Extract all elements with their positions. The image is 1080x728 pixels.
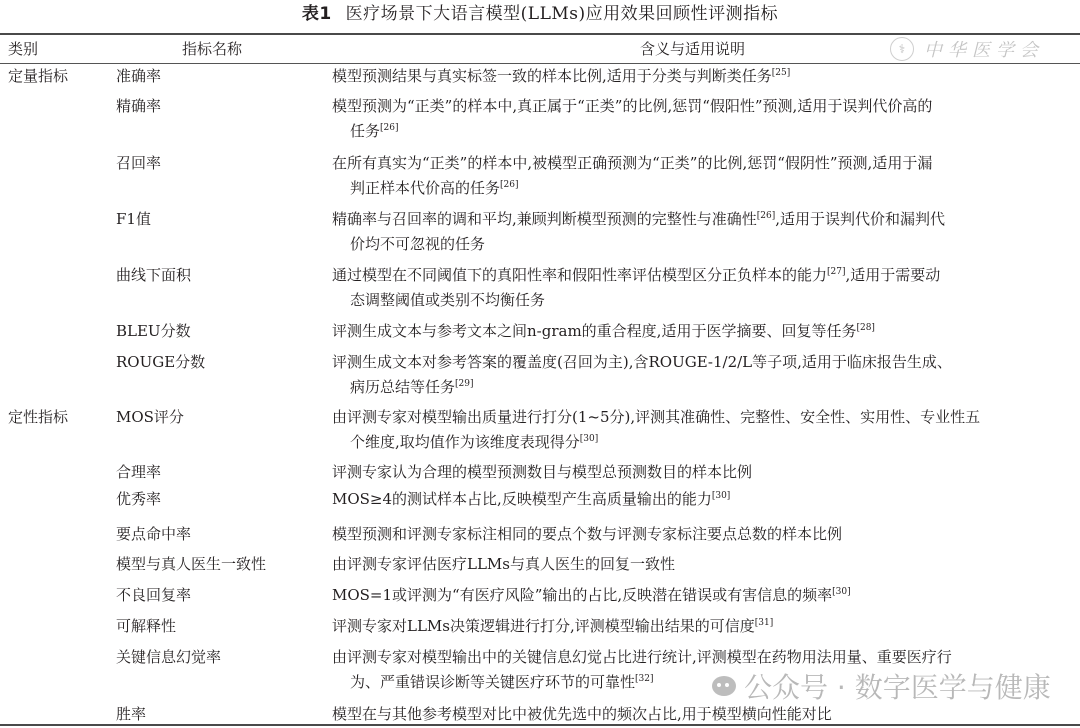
citation: [25] <box>771 68 791 78</box>
description-cell: 评测专家对LLMs决策逻辑进行打分,评测模型输出结果的可信度[31] <box>332 617 774 635</box>
header-description: 含义与适用说明 <box>640 40 746 58</box>
header-metric-name: 指标名称 <box>182 40 243 58</box>
description-cell: 评测生成文本对参考答案的覆盖度(召回为主),含ROUGE-1/2/L等子项,适用于临床报告生成、 病历总结等任务[29] <box>332 353 952 396</box>
citation: [26] <box>756 211 776 221</box>
citation: [26] <box>380 123 399 133</box>
citation: [31] <box>754 618 774 628</box>
citation: [32] <box>635 674 654 684</box>
metric-name-cell: MOS评分 <box>116 408 184 426</box>
metric-name-cell: 模型与真人医生一致性 <box>116 555 267 573</box>
table-title: 医疗场景下大语言模型(LLMs)应用效果回顾性评测指标 <box>345 4 779 24</box>
metric-name-cell: 可解释性 <box>116 617 177 635</box>
metric-name-cell: ROUGE分数 <box>116 353 206 371</box>
description-cell: 在所有真实为“正类”的样本中,被模型正确预测为“正类”的比例,惩罚“假阴性”预测,适用于漏 判正样本代价高的任务[26] <box>332 154 933 197</box>
category-cell: 定量指标 <box>8 67 69 85</box>
description-cell: 由评测专家对模型输出中的关键信息幻觉占比进行统计,评测模型在药物用法用量、重要医疗行 为、严重错误诊断等关键医疗环节的可靠性[32] <box>332 648 952 691</box>
logo-script: 中华医学会 <box>924 40 1044 61</box>
citation: [30] <box>579 434 599 444</box>
table-top-rule <box>0 33 1080 35</box>
description-cell: 模型预测为“正类”的样本中,真正属于“正类”的比例,惩罚“假阳性”预测,适用于误判代价高的 任务[26] <box>332 97 933 140</box>
description-cell: 评测专家认为合理的模型预测数目与模型总预测数目的样本比例 <box>332 463 753 481</box>
table-bottom-rule <box>0 724 1080 726</box>
metric-name-cell: 关键信息幻觉率 <box>116 648 222 666</box>
metric-name-cell: 不良回复率 <box>116 586 192 604</box>
citation: [26] <box>500 180 519 190</box>
cma-logo <box>890 36 1044 62</box>
description-cell: 模型在与其他参考模型对比中被优先选中的频次占比,用于模型横向性能对比 <box>332 705 832 723</box>
metric-name-cell: 胜率 <box>116 705 147 723</box>
description-cell: 模型预测和评测专家标注相同的要点个数与评测专家标注要点总数的样本比例 <box>332 525 843 543</box>
metric-name-cell: 合理率 <box>116 463 162 481</box>
citation: [27] <box>827 267 846 277</box>
description-cell: MOS=1或评测为“有医疗风险”输出的占比,反映潜在错误或有害信息的频率[30] <box>332 586 851 604</box>
category-cell: 定性指标 <box>8 408 69 426</box>
description-cell: 精确率与召回率的调和平均,兼顾判断模型预测的完整性与准确性[26],适用于误判代价和漏判代 价均不可忽视的任务 <box>332 210 946 253</box>
metric-name-cell: 准确率 <box>116 67 162 85</box>
citation: [30] <box>832 587 851 597</box>
citation: [28] <box>856 323 875 333</box>
citation: [30] <box>711 491 731 501</box>
metric-name-cell: 优秀率 <box>116 490 162 508</box>
metric-name-cell: 召回率 <box>116 154 162 172</box>
metric-name-cell: BLEU分数 <box>116 322 191 340</box>
description-cell: 由评测专家对模型输出质量进行打分(1~5分),评测其准确性、完整性、安全性、实用性、专业性五 个维度,取均值作为该维度表现得分[30] <box>332 408 981 451</box>
metric-name-cell: F1值 <box>116 210 151 228</box>
description-cell: 由评测专家评估医疗LLMs与真人医生的回复一致性 <box>332 555 675 573</box>
metric-name-cell: 要点命中率 <box>116 525 192 543</box>
description-cell: 模型预测结果与真实标签一致的样本比例,适用于分类与判断类任务[25] <box>332 67 791 85</box>
description-cell: 评测生成文本与参考文本之间n-gram的重合程度,适用于医学摘要、回复等任务[28] <box>332 322 875 340</box>
table-number: 表1 <box>301 4 332 24</box>
table-caption <box>0 2 1080 26</box>
wechat-icon <box>712 676 736 696</box>
header-category: 类别 <box>8 40 39 58</box>
description-cell: MOS≥4的测试样本占比,反映模型产生高质量输出的能力[30] <box>332 490 731 508</box>
citation: [29] <box>455 379 474 389</box>
metric-name-cell: 曲线下面积 <box>116 266 192 284</box>
description-cell: 通过模型在不同阈值下的真阳性率和假阳性率评估模型区分正负样本的能力[27],适用于需要动 态调整阈值或类别不均衡任务 <box>332 266 941 309</box>
watermark-text: 公众号 · 数字医学与健康 <box>744 671 1051 704</box>
seal-icon: ⚕ <box>890 37 914 61</box>
metric-name-cell: 精确率 <box>116 97 162 115</box>
wechat-watermark <box>712 666 1051 706</box>
